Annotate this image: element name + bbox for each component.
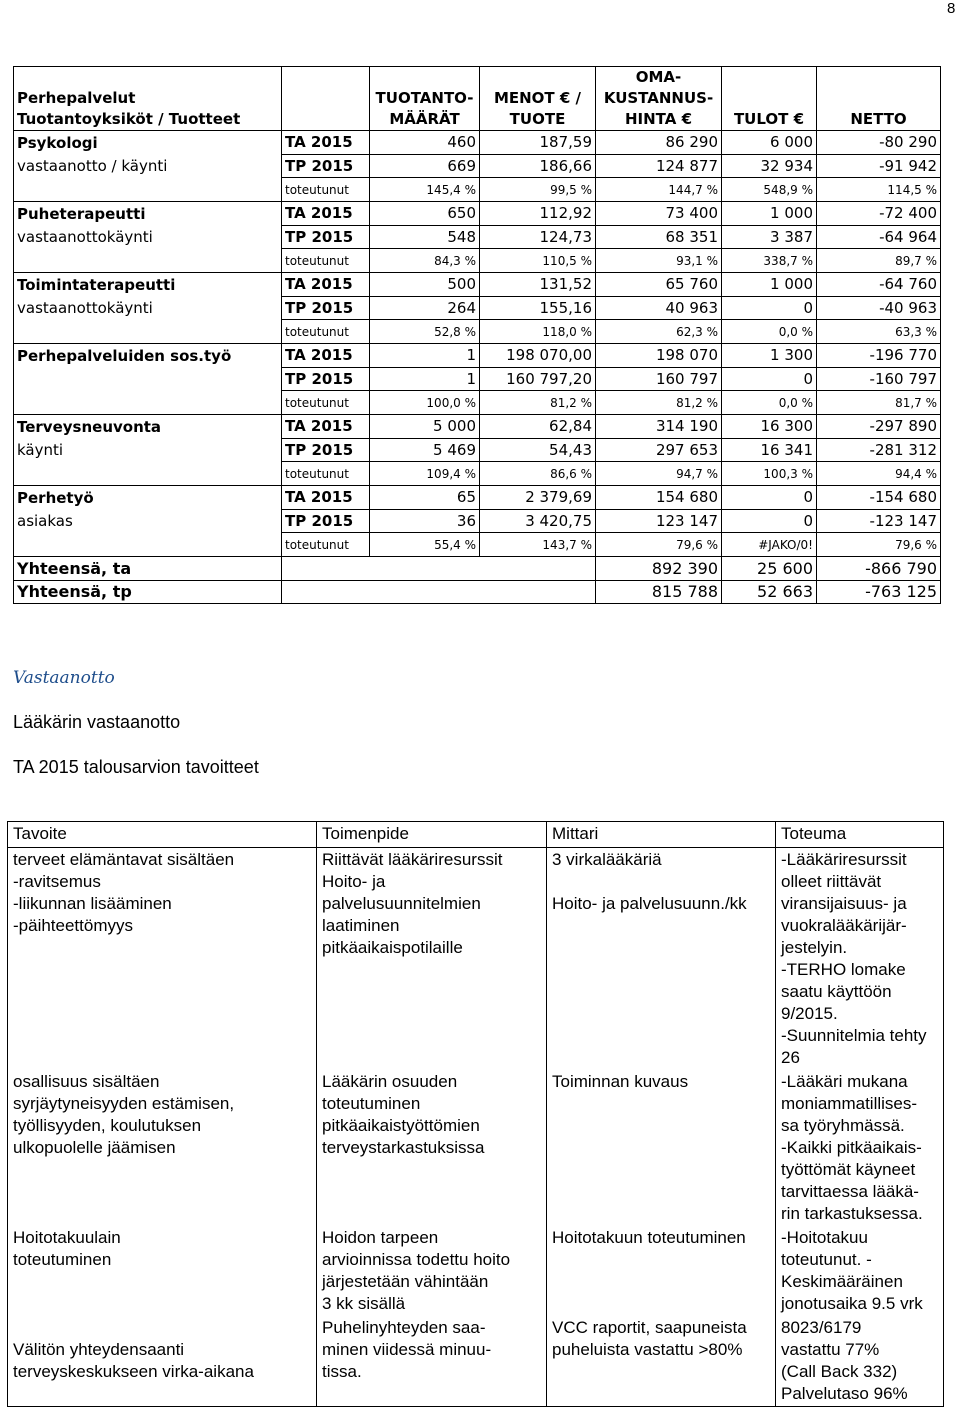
goal-mittari-line: 3 virkalääkäriä: [552, 850, 662, 869]
product-spacer: [14, 249, 282, 273]
total-label: Yhteensä, ta: [14, 557, 282, 581]
net-cell: -281 312: [817, 438, 941, 462]
goals-row: [8, 1070, 944, 1226]
product-name: Perhepalveluiden sos.työ: [14, 344, 282, 368]
own-cost-cell: 198 070: [596, 344, 722, 368]
quantity-cell: 669: [370, 154, 480, 178]
row-label: TP 2015: [282, 367, 370, 391]
net-cell: -72 400: [817, 202, 941, 226]
income-cell: 0,0 %: [722, 391, 817, 415]
own-cost-cell: 297 653: [596, 438, 722, 462]
goal-tavoite-text: Välitön yhteydensaanti terveyskeskukseen virka-aikana: [13, 1340, 254, 1381]
own-cost-cell: 94,7 %: [596, 462, 722, 486]
income-cell: 0: [722, 367, 817, 391]
net-cell: 89,7 %: [817, 249, 941, 273]
cost-per-unit-cell: 81,2 %: [480, 391, 596, 415]
net-cell: 63,3 %: [817, 320, 941, 344]
page-number: 8: [947, 0, 956, 17]
header-col-product: Perhepalvelut Tuotantoyksiköt / Tuotteet: [14, 67, 282, 131]
own-cost-cell: 124 877: [596, 154, 722, 178]
budget-row: [14, 273, 941, 297]
income-cell: 0,0 %: [722, 320, 817, 344]
goal-toteuma: -Lääkäri mukana moniammatillises- sa työryhmässä. -Kaikki pitkäaikais- työttömät käyneet tarvittaessa lääkä- rin tarkastuksessa.: [776, 1070, 944, 1226]
income-cell: 100,3 %: [722, 462, 817, 486]
net-cell: -154 680: [817, 486, 941, 510]
goals-row: [8, 1226, 944, 1316]
header-col-net: NETTO: [817, 67, 941, 131]
own-cost-cell: 314 190: [596, 415, 722, 439]
quantity-cell: 36: [370, 509, 480, 533]
net-cell: -866 790: [817, 557, 941, 581]
budget-row: [14, 154, 941, 178]
budget-realized-row: [14, 533, 941, 557]
own-cost-cell: 892 390: [596, 557, 722, 581]
product-spacer: [14, 320, 282, 344]
cost-per-unit-cell: 2 379,69: [480, 486, 596, 510]
own-cost-cell: 65 760: [596, 273, 722, 297]
product-name: Toimintaterapeutti: [14, 273, 282, 297]
budget-row: [14, 131, 941, 155]
product-unit: käynti: [14, 438, 282, 462]
own-cost-cell: 160 797: [596, 367, 722, 391]
net-cell: 81,7 %: [817, 391, 941, 415]
cost-per-unit-cell: 86,6 %: [480, 462, 596, 486]
budget-row: [14, 438, 941, 462]
goal-toteuma: -Lääkäriresurssit olleet riittävät viransijaisuus- ja vuokralääkärijär- jestelyin. -TERHO lomake saatu käyttöön 9/2015. -Suunnitelmia tehty 26: [776, 848, 944, 1071]
income-cell: 1 000: [722, 273, 817, 297]
budget-row: [14, 486, 941, 510]
net-cell: -196 770: [817, 344, 941, 368]
quantity-cell: 460: [370, 131, 480, 155]
row-label: toteutunut: [282, 320, 370, 344]
cost-per-unit-cell: 131,52: [480, 273, 596, 297]
income-cell: 32 934: [722, 154, 817, 178]
cost-per-unit-cell: 110,5 %: [480, 249, 596, 273]
budget-total-row: [14, 557, 941, 581]
goals-row: [8, 848, 944, 1071]
cost-per-unit-cell: 3 420,75: [480, 509, 596, 533]
row-label: TA 2015: [282, 486, 370, 510]
own-cost-cell: 40 963: [596, 296, 722, 320]
budget-row: [14, 296, 941, 320]
own-cost-cell: 93,1 %: [596, 249, 722, 273]
budget-realized-row: [14, 320, 941, 344]
income-cell: 52 663: [722, 580, 817, 604]
goal-toteuma: 8023/6179 vastattu 77% (Call Back 332) Palvelutaso 96%: [776, 1316, 944, 1407]
net-cell: -123 147: [817, 509, 941, 533]
total-label: Yhteensä, tp: [14, 580, 282, 604]
net-cell: -80 290: [817, 131, 941, 155]
header-col-quantity: TUOTANTO- MÄÄRÄT: [370, 67, 480, 131]
net-cell: -64 964: [817, 225, 941, 249]
quantity-cell: 548: [370, 225, 480, 249]
row-label: TP 2015: [282, 154, 370, 178]
goals-header-tavoite: Tavoite: [8, 822, 317, 848]
product-unit: vastaanottokäynti: [14, 225, 282, 249]
quantity-cell: 1: [370, 344, 480, 368]
net-cell: 94,4 %: [817, 462, 941, 486]
goal-toimenpide: Puhelinyhteyden saa- minen viidessä minuu- tissa.: [317, 1316, 547, 1407]
quantity-cell: 264: [370, 296, 480, 320]
product-spacer: [14, 391, 282, 415]
net-cell: -160 797: [817, 367, 941, 391]
header-col-own-cost: OMA- KUSTANNUS- HINTA €: [596, 67, 722, 131]
cost-per-unit-cell: 187,59: [480, 131, 596, 155]
income-cell: 16 341: [722, 438, 817, 462]
budget-row: [14, 415, 941, 439]
cost-per-unit-cell: 198 070,00: [480, 344, 596, 368]
quantity-cell: 1: [370, 367, 480, 391]
net-cell: -64 760: [817, 273, 941, 297]
product-name: Terveysneuvonta: [14, 415, 282, 439]
product-name: Puheterapeutti: [14, 202, 282, 226]
header-col-income: TULOT €: [722, 67, 817, 131]
own-cost-cell: 815 788: [596, 580, 722, 604]
goal-tavoite: osallisuus sisältäen syrjäytyneisyyden estämisen, työllisyyden, koulutuksen ulkopuolelle jäämisen: [8, 1070, 317, 1226]
goals-header-toteuma: Toteuma: [776, 822, 944, 848]
own-cost-cell: 86 290: [596, 131, 722, 155]
goals-title: TA 2015 talousarvion tavoitteet: [13, 757, 259, 777]
quantity-cell: 5 469: [370, 438, 480, 462]
net-cell: 79,6 %: [817, 533, 941, 557]
row-label: TA 2015: [282, 202, 370, 226]
row-label: TP 2015: [282, 509, 370, 533]
goal-toteuma: -Hoitotakuu toteutunut. - Keskimääräinen jonotusaika 9.5 vrk: [776, 1226, 944, 1316]
own-cost-cell: 154 680: [596, 486, 722, 510]
total-spacer: [282, 557, 596, 581]
cost-per-unit-cell: 118,0 %: [480, 320, 596, 344]
income-cell: 1 300: [722, 344, 817, 368]
income-cell: 338,7 %: [722, 249, 817, 273]
income-cell: 1 000: [722, 202, 817, 226]
own-cost-cell: 144,7 %: [596, 178, 722, 202]
own-cost-cell: 68 351: [596, 225, 722, 249]
goal-tavoite: terveet elämäntavat sisältäen -ravitsemus -liikunnan lisääminen -päihteettömyys: [8, 848, 317, 1071]
net-cell: -763 125: [817, 580, 941, 604]
goal-mittari: Hoitotakuun toteutuminen: [547, 1226, 776, 1316]
own-cost-cell: 79,6 %: [596, 533, 722, 557]
income-cell: 0: [722, 509, 817, 533]
income-cell: #JAKO/0!: [722, 533, 817, 557]
total-spacer: [282, 580, 596, 604]
quantity-cell: 500: [370, 273, 480, 297]
row-label: TP 2015: [282, 225, 370, 249]
quantity-cell: 52,8 %: [370, 320, 480, 344]
product-spacer: [14, 178, 282, 202]
goal-mittari: Toiminnan kuvaus: [547, 1070, 776, 1226]
goals-table: [7, 821, 944, 1407]
budget-realized-row: [14, 391, 941, 415]
budget-realized-row: [14, 178, 941, 202]
quantity-cell: 109,4 %: [370, 462, 480, 486]
header-col-cost: MENOT € / TUOTE: [480, 67, 596, 131]
goals-row: [8, 1316, 944, 1407]
row-label: TA 2015: [282, 273, 370, 297]
own-cost-cell: 62,3 %: [596, 320, 722, 344]
goal-mittari: VCC raportit, saapuneista puheluista vastattu >80%: [547, 1316, 776, 1407]
quantity-cell: 55,4 %: [370, 533, 480, 557]
cost-per-unit-cell: 155,16: [480, 296, 596, 320]
net-cell: -40 963: [817, 296, 941, 320]
goal-toimenpide: Riittävät lääkäriresurssit Hoito- ja palvelusuunnitelmien laatiminen pitkäaikaispotilaille: [317, 848, 547, 1071]
income-cell: 16 300: [722, 415, 817, 439]
own-cost-cell: 81,2 %: [596, 391, 722, 415]
goals-header-toimenpide: Toimenpide: [317, 822, 547, 848]
quantity-cell: 100,0 %: [370, 391, 480, 415]
own-cost-cell: 123 147: [596, 509, 722, 533]
product-unit: asiakas: [14, 509, 282, 533]
income-cell: 6 000: [722, 131, 817, 155]
income-cell: 548,9 %: [722, 178, 817, 202]
cost-per-unit-cell: 54,43: [480, 438, 596, 462]
row-label: toteutunut: [282, 462, 370, 486]
cost-per-unit-cell: 112,92: [480, 202, 596, 226]
quantity-cell: 145,4 %: [370, 178, 480, 202]
income-cell: 0: [722, 296, 817, 320]
budget-row: [14, 225, 941, 249]
budget-realized-row: [14, 249, 941, 273]
budget-realized-row: [14, 462, 941, 486]
goals-header-mittari: Mittari: [547, 822, 776, 848]
budget-total-row: [14, 580, 941, 604]
income-cell: 25 600: [722, 557, 817, 581]
budget-table: [13, 66, 941, 604]
quantity-cell: 84,3 %: [370, 249, 480, 273]
cost-per-unit-cell: 160 797,20: [480, 367, 596, 391]
cost-per-unit-cell: 99,5 %: [480, 178, 596, 202]
goal-mittari-line: Hoito- ja palvelusuunn./kk: [552, 894, 747, 913]
quantity-cell: 5 000: [370, 415, 480, 439]
budget-row: [14, 202, 941, 226]
row-label: TP 2015: [282, 438, 370, 462]
goals-header-row: [8, 822, 944, 848]
net-cell: -91 942: [817, 154, 941, 178]
row-label: TA 2015: [282, 415, 370, 439]
product-spacer: [14, 462, 282, 486]
goal-mittari: [547, 848, 776, 1071]
section-heading: Vastaanotto: [13, 668, 115, 688]
quantity-cell: 65: [370, 486, 480, 510]
budget-row: [14, 344, 941, 368]
own-cost-cell: 73 400: [596, 202, 722, 226]
cost-per-unit-cell: 143,7 %: [480, 533, 596, 557]
cost-per-unit-cell: 62,84: [480, 415, 596, 439]
goal-tavoite: Hoitotakuulain toteutuminen: [8, 1226, 317, 1316]
income-cell: 3 387: [722, 225, 817, 249]
product-spacer: [14, 533, 282, 557]
budget-header-row: [14, 67, 941, 131]
goal-tavoite: [8, 1316, 317, 1407]
budget-row: [14, 509, 941, 533]
quantity-cell: 650: [370, 202, 480, 226]
product-unit: vastaanotto / käynti: [14, 154, 282, 178]
budget-row: [14, 367, 941, 391]
product-name: Perhetyö: [14, 486, 282, 510]
row-label: toteutunut: [282, 178, 370, 202]
income-cell: 0: [722, 486, 817, 510]
net-cell: -297 890: [817, 415, 941, 439]
subheading: Lääkärin vastaanotto: [13, 712, 181, 732]
goal-toimenpide: Hoidon tarpeen arvioinnissa todettu hoito järjestetään vähintään 3 kk sisällä: [317, 1226, 547, 1316]
cost-per-unit-cell: 186,66: [480, 154, 596, 178]
row-label: TA 2015: [282, 344, 370, 368]
product-unit: [14, 367, 282, 391]
goal-toimenpide: Lääkärin osuuden toteutuminen pitkäaikaistyöttömien terveystarkastuksissa: [317, 1070, 547, 1226]
row-label: toteutunut: [282, 533, 370, 557]
net-cell: 114,5 %: [817, 178, 941, 202]
row-label: TA 2015: [282, 131, 370, 155]
product-unit: vastaanottokäynti: [14, 296, 282, 320]
row-label: toteutunut: [282, 249, 370, 273]
row-label: TP 2015: [282, 296, 370, 320]
row-label: toteutunut: [282, 391, 370, 415]
product-name: Psykologi: [14, 131, 282, 155]
cost-per-unit-cell: 124,73: [480, 225, 596, 249]
